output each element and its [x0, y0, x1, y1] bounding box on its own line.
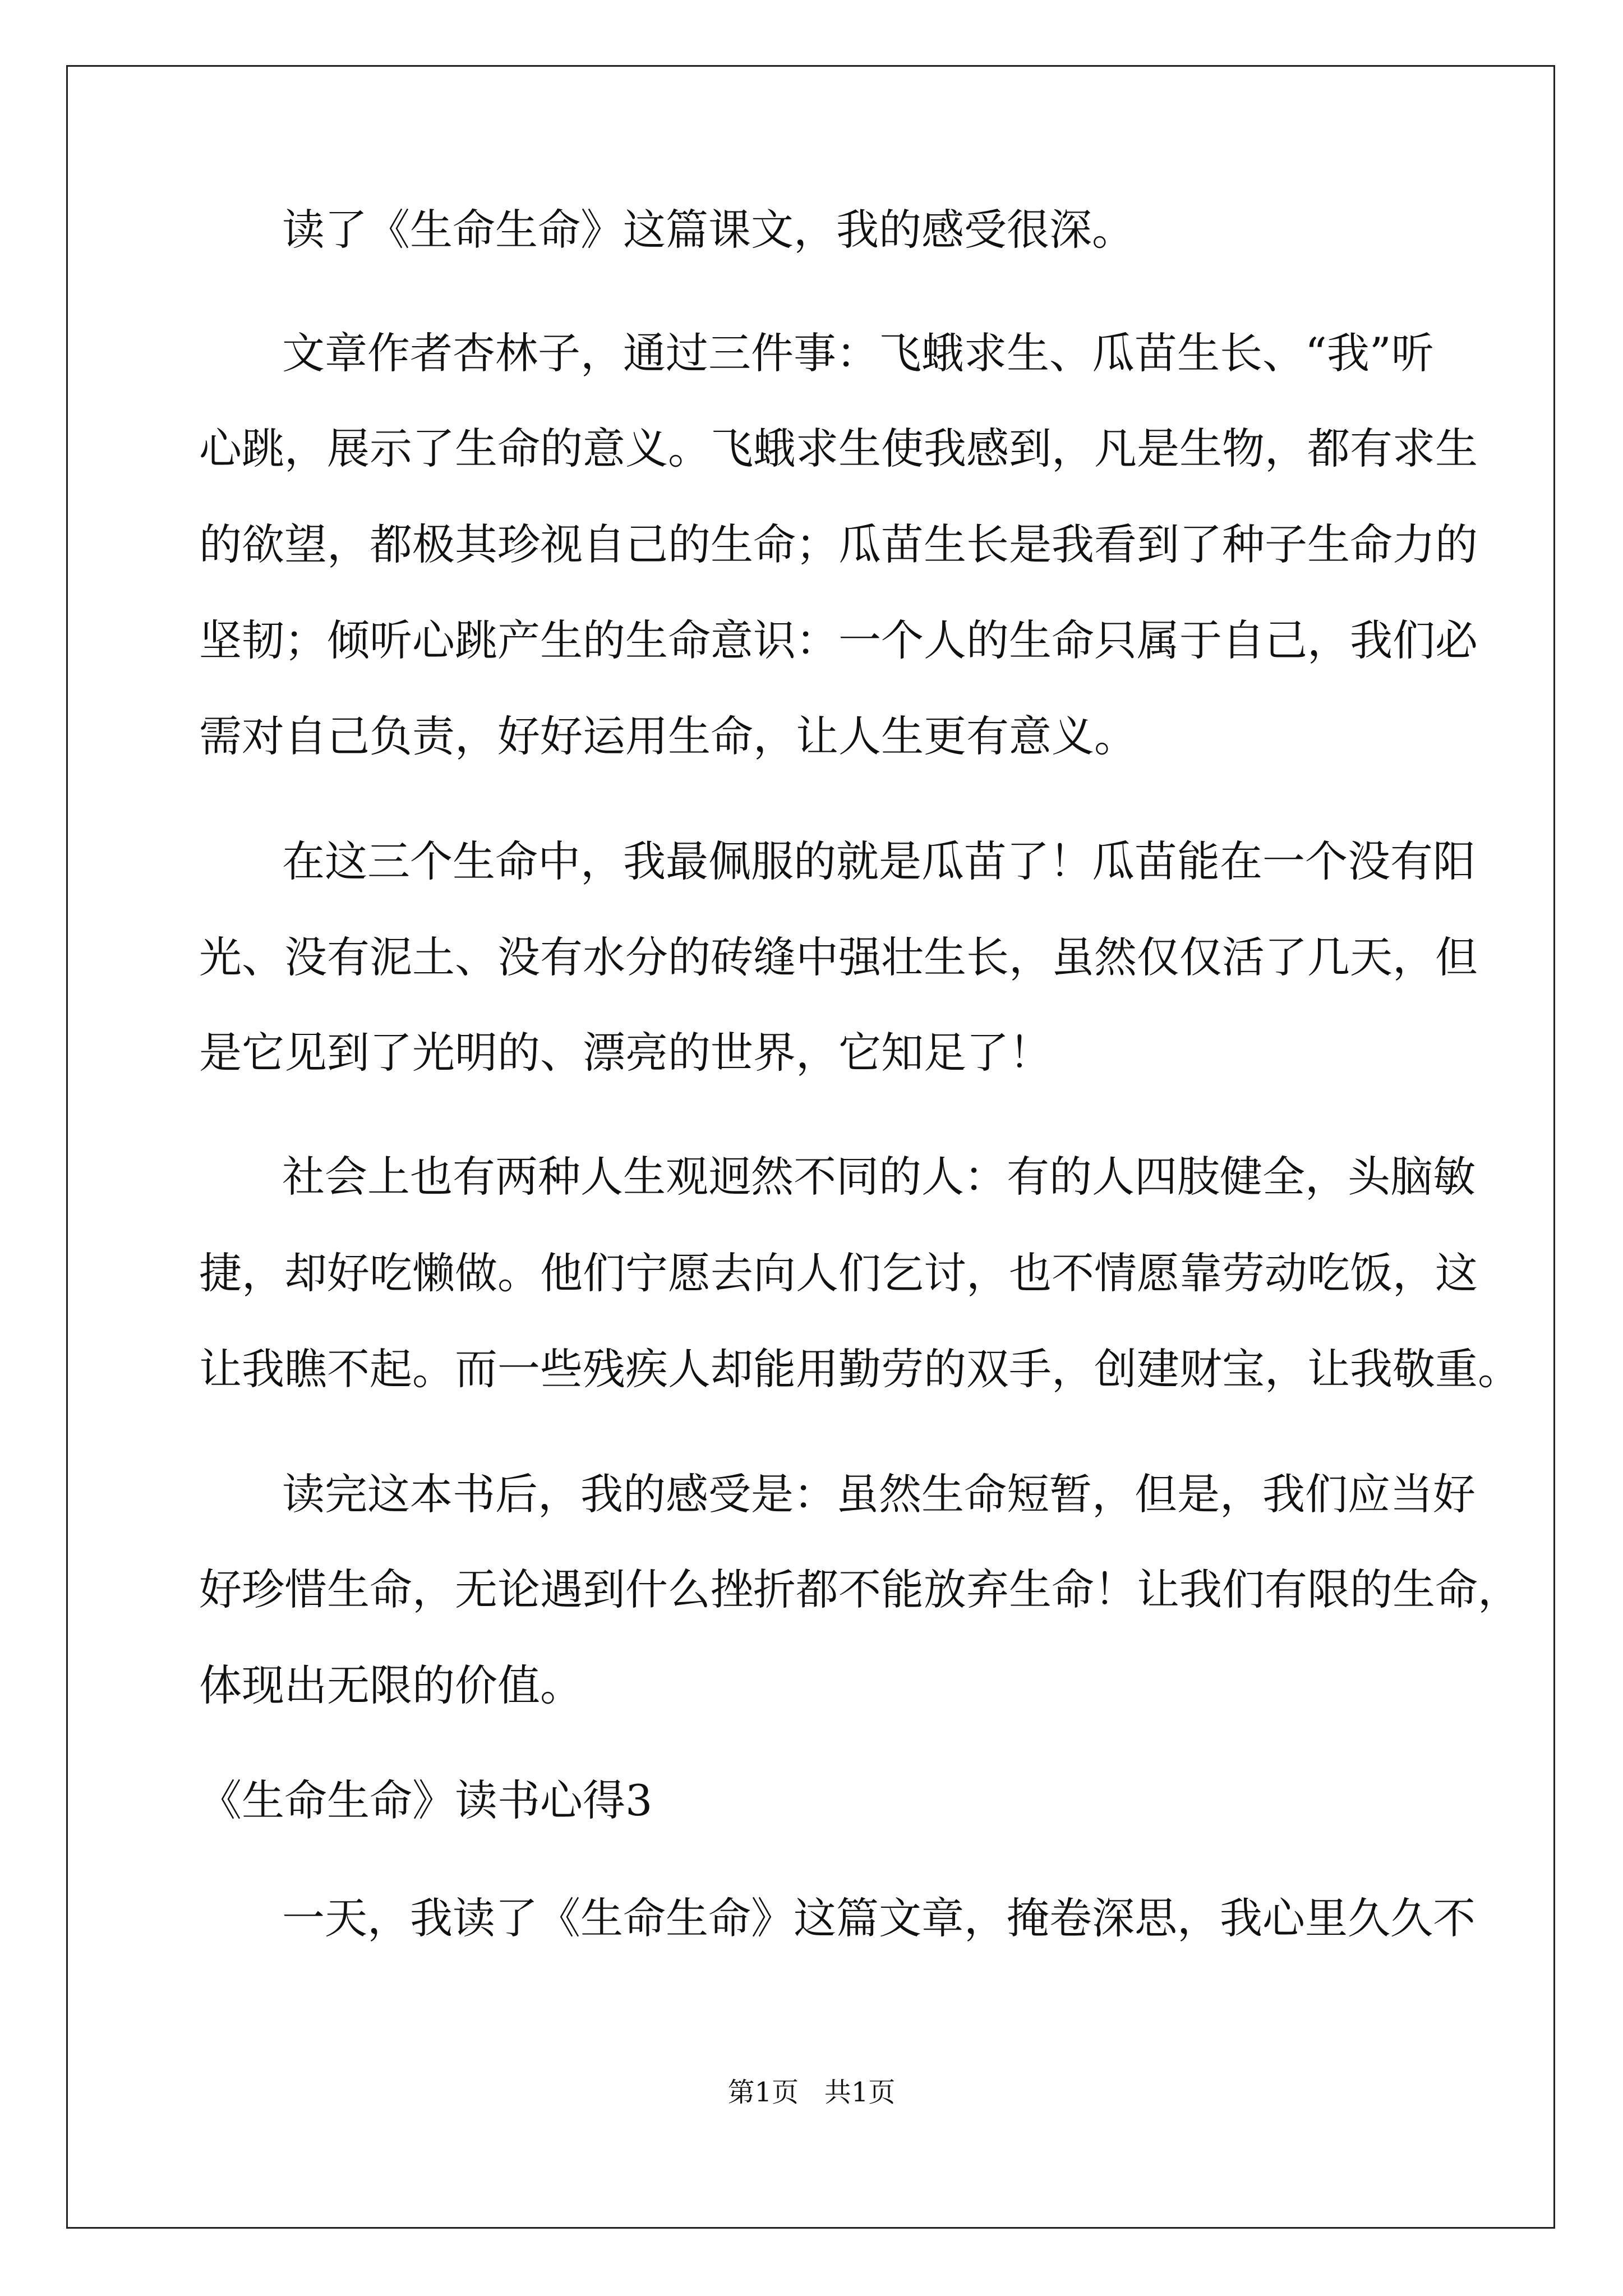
paragraph-line: 一天，我读了《生命生命》这篇文章，掩卷深思，我心里久久不	[282, 1893, 1476, 1943]
page-footer: 第1页 共1页	[727, 2077, 896, 2108]
paragraph-line: 读完这本书后，我的感受是：虽然生命短暂，但是，我们应当好	[282, 1469, 1476, 1519]
paragraph-line: 好珍惜生命，无论遇到什么挫折都不能放弃生命！让我们有限的生命，	[199, 1565, 1520, 1614]
paragraph-line: 在这三个生命中，我最佩服的就是瓜苗了！瓜苗能在一个没有阳	[282, 836, 1476, 886]
paragraph-line: 体现出无限的价值。	[199, 1660, 583, 1710]
paragraph-line: 读了《生命生命》这篇课文，我的感受很深。	[282, 205, 1135, 255]
section-heading: 《生命生命》读书心得3	[199, 1775, 653, 1825]
paragraph-line: 光、没有泥土、没有水分的砖缝中强壮生长，虽然仅仅活了几天，但	[199, 932, 1478, 982]
paragraph-line: 需对自己负责，好好运用生命，让人生更有意义。	[199, 711, 1137, 761]
paragraph-line: 坚韧；倾听心跳产生的生命意识：一个人的生命只属于自己，我们必	[199, 615, 1478, 665]
paragraph-line: 心跳，展示了生命的意义。飞蛾求生使我感到，凡是生物，都有求生	[199, 424, 1478, 473]
paragraph-line: 文章作者杏林子，通过三件事：飞蛾求生、瓜苗生长、“我”听	[282, 328, 1434, 378]
paragraph-line: 让我瞧不起。而一些残疾人却能用勤劳的双手，创建财宝，让我敬重。	[199, 1344, 1520, 1394]
paragraph-line: 是它见到了光明的、漂亮的世界，它知足了！	[199, 1028, 1052, 1078]
paragraph-line: 的欲望，都极其珍视自己的生命；瓜苗生长是我看到了种子生命力的	[199, 519, 1478, 569]
paragraph-line: 捷，却好吃懒做。他们宁愿去向人们乞讨，也不情愿靠劳动吃饭，这	[199, 1248, 1478, 1298]
paragraph-line: 社会上也有两种人生观迥然不同的人：有的人四肢健全，头脑敏	[282, 1152, 1476, 1202]
